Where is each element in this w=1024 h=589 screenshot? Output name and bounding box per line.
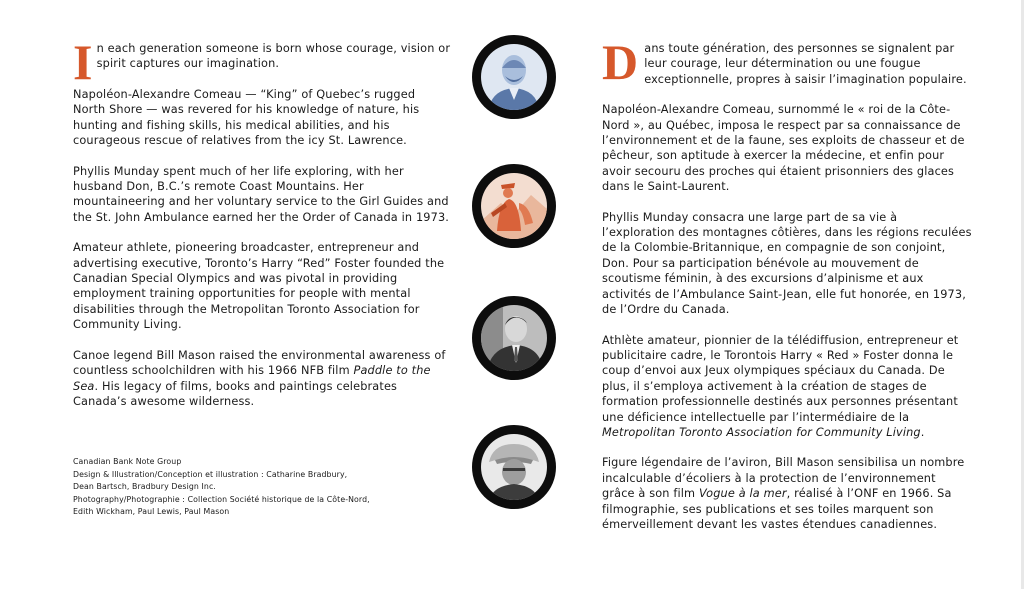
french-mason-text: Figure légendaire de l’aviron, Bill Mason sensibilisa un nombre incalculable d’écoliers à la protection de l’environnement grâce à son film — [602, 456, 965, 501]
english-paragraph-foster: Amateur athlete, pioneering broadcaster, entrepreneur and advertising executive, Toronto’s Harry “Red” Foster founded the Canadian Special Olympics and was pivotal in providing employment training opportunities for people with mental disabilities through the Metropolitan Toronto Association for Community Living. — [73, 241, 445, 332]
english-mason-text: Canoe legend Bill Mason raised the environmental awareness of countless schoolchildren with his 1966 NFB film — [73, 348, 446, 378]
french-paragraph-comeau: Napoléon-Alexandre Comeau, surnommé le « roi de la Côte-Nord », au Québec, imposa le respect par sa connaissance de l’environnement et de la faune, ses exploits de chasseur et de pêcheur, son aptitude à exercer la médecine, et enfin pour avoir secouru des proches qui étaient prisonniers des glaces dans le Saint-Laurent. — [602, 103, 965, 194]
french-intro — [602, 34, 972, 90]
french-mason-text-end: , réalisé à l’ONF en 1966. Sa filmographie, ses publications et ses toiles marquent son émerveillement devant les vastes étendues canadiennes. — [602, 487, 952, 531]
french-dropcap: D — [602, 34, 639, 90]
french-paragraph-mason — [602, 455, 972, 532]
portrait-munday — [472, 164, 556, 248]
french-intro-text: ans toute génération, des personnes se signalent par leur courage, leur détermination ou une fougue exceptionnelle, propres à saisir l’imagination populaire. — [644, 42, 967, 86]
portrait-mason — [472, 425, 556, 509]
french-foster-organization: Metropolitan Toronto Association for Community Living — [602, 425, 921, 439]
french-paragraph-foster — [602, 333, 972, 441]
english-paragraph-mason — [73, 348, 451, 410]
french-foster-text-end: . — [920, 425, 925, 439]
french-foster-text: Athlète amateur, pionnier de la télédiffusion, entrepreneur et publicitaire cadre, le Torontois Harry « Red » Foster donna le coup d’envoi aux Jeux olympiques spéciaux du Canada. De plus, il s’employa activement à la création de stages de formation professionnelle destinés aux personnes présentant une déficience intellectuelle par l’intermédiaire de la — [602, 333, 959, 424]
english-intro-text: n each generation someone is born whose courage, vision or spirit captures our imagination. — [96, 42, 451, 71]
english-mason-film-title: Paddle to the Sea — [73, 364, 431, 393]
credits — [73, 456, 433, 519]
english-paragraph-munday: Phyllis Munday spent much of her life exploring, with her husband Don, B.C.’s remote Coast Mountains. Her mountaineering and her voluntary service to the Girl Guides and the St. John Ambulance earned her the Order of Canada in 1973. — [73, 164, 450, 224]
french-mason-film-title: Vogue à la mer — [698, 487, 787, 501]
french-paragraph-munday: Phyllis Munday consacra une large part de sa vie à l’exploration des montagnes côtières, dans les régions reculées de la Colombie-Britannique, en compagnie de son conjoint, Don. Pour sa participation bénévole au mouvement de scoutisme féminin, à des excursions d’alpinisme et aux activités de l’Ambulance Saint-Jean, elle fut honorée, en 1973, de l’Ordre du Canada. — [602, 210, 972, 317]
english-dropcap: I — [73, 34, 93, 90]
comeau-portrait-icon — [481, 44, 547, 110]
credits-line: Dean Bartsch, Bradbury Design Inc. — [73, 482, 216, 491]
english-paragraph-comeau: Napoléon-Alexandre Comeau — “King” of Quebec’s rugged North Shore — was revered for his knowledge of nature, his hunting and fishing skills, his medical abilities, and his courageous rescue of relatives from the icy St. Lawrence. — [73, 88, 420, 148]
credits-line: Canadian Bank Note Group — [73, 457, 182, 466]
english-intro — [73, 34, 451, 90]
munday-portrait-icon — [481, 173, 547, 239]
credits-line: Design & Illustration/Conception et illustration : Catharine Bradbury, — [73, 469, 348, 479]
portrait-comeau — [472, 35, 556, 119]
mason-portrait-icon — [481, 434, 547, 500]
credits-line: Photography/Photographie : Collection Société historique de la Côte-Nord, — [73, 494, 370, 504]
credits-line: Edith Wickham, Paul Lewis, Paul Mason — [73, 507, 230, 516]
portrait-foster — [472, 296, 556, 380]
english-mason-text-end: . His legacy of films, books and paintings celebrates Canada’s awesome wilderness. — [73, 379, 398, 408]
foster-portrait-icon — [481, 305, 547, 371]
french-column — [602, 34, 972, 547]
english-column — [73, 34, 451, 424]
